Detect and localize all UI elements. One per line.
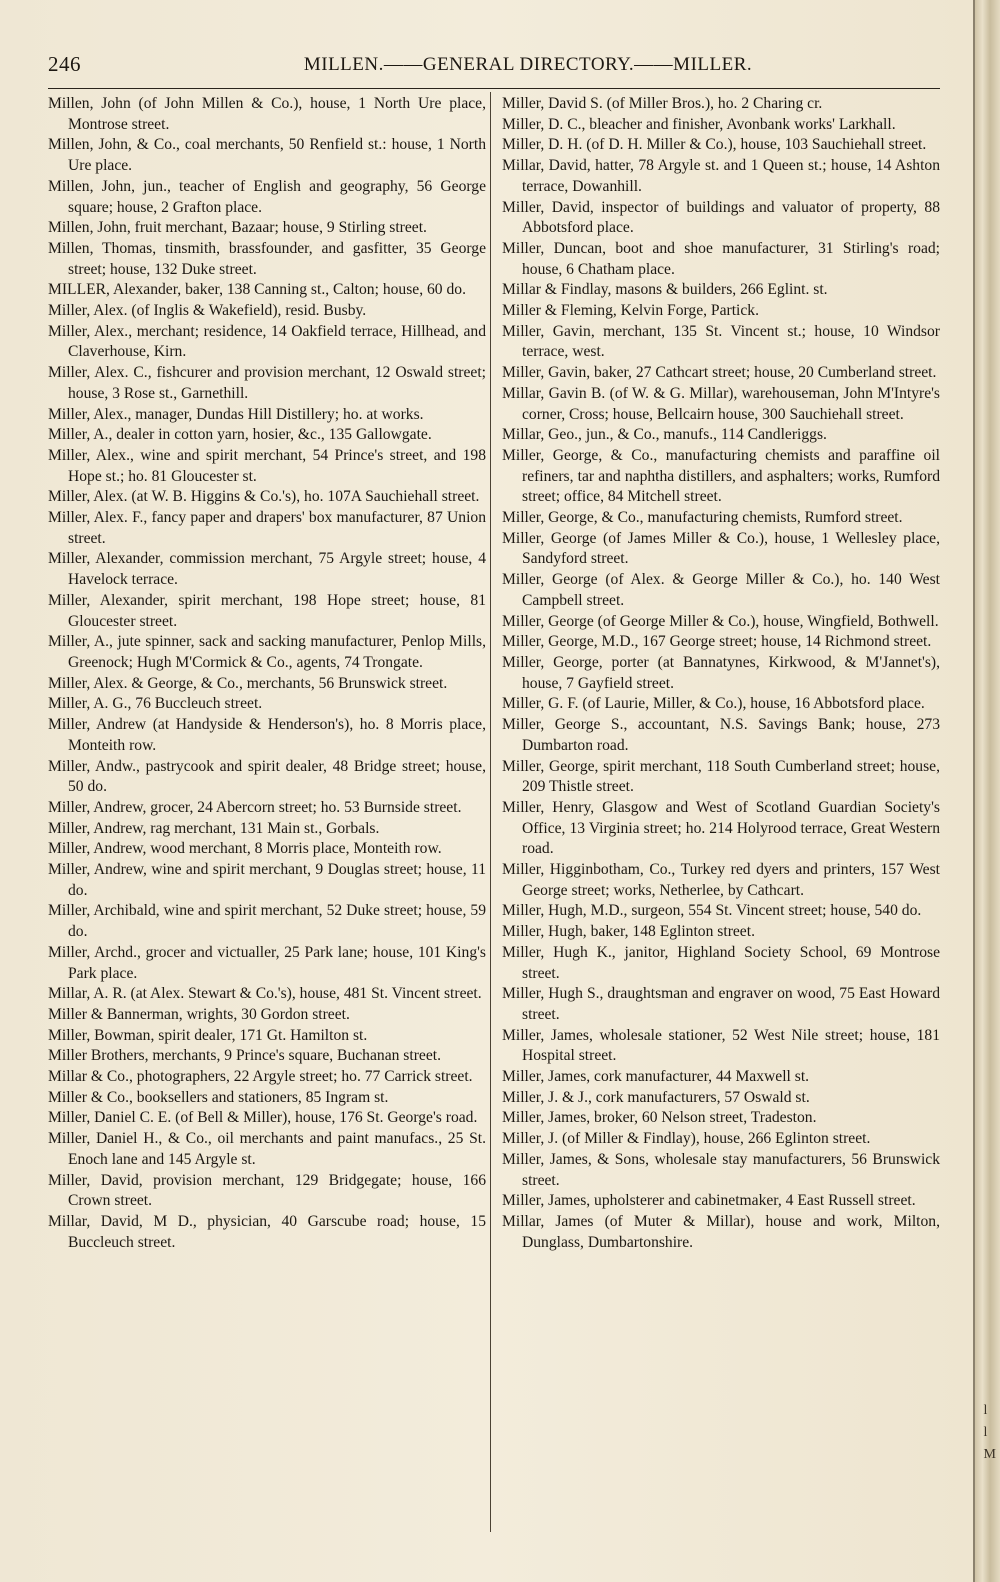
- edge-char: M: [983, 1447, 996, 1462]
- directory-entry: Miller, Alex. (at W. B. Higgins & Co.'s), ho. 107A Sauchiehall street.: [48, 488, 480, 506]
- directory-entry: Millen, John, & Co., coal merchants, 50 Renfield st.: house, 1 North Ure place.: [48, 136, 486, 175]
- directory-entry: Millen, John, fruit merchant, Bazaar; house, 9 Stirling street.: [48, 219, 427, 237]
- directory-entry: Miller, Henry, Glasgow and West of Scotland Guardian Society's Office, 13 Virginia street; ho. 214 Holyrood terrace, Great Western road.: [502, 798, 940, 858]
- directory-entry: Miller, Andw., pastrycook and spirit dealer, 48 Bridge street; house, 50 do.: [48, 757, 486, 796]
- directory-entry: Millar, David, M D., physician, 40 Garscube road; house, 15 Buccleuch street.: [48, 1212, 486, 1251]
- directory-entry: Miller, George, M.D., 167 George street; house, 14 Richmond street.: [502, 633, 932, 651]
- directory-entry: Miller, Duncan, boot and shoe manufacturer, 31 Stirling's road; house, 6 Chatham place.: [502, 239, 940, 278]
- column-divider: [490, 92, 491, 1532]
- directory-entry: Miller, George, & Co., manufacturing chemists, Rumford street.: [502, 509, 903, 527]
- directory-entry: Miller, George, & Co., manufacturing chemists and paraffine oil refiners, tar and naphtha distillers, and asphalters; works, Rumford street; office, 84 Mitchell street.: [502, 446, 940, 506]
- directory-entry: Millar & Findlay, masons & builders, 266 Eglint. st.: [502, 281, 828, 299]
- edge-char: l: [983, 1425, 988, 1440]
- directory-entry: Miller, David, provision merchant, 129 Bridgegate; house, 166 Crown street.: [48, 1171, 486, 1210]
- directory-entry: Miller, Alexander, spirit merchant, 198 Hope street; house, 81 Gloucester street.: [48, 591, 486, 630]
- directory-entry: Miller, A. G., 76 Buccleuch street.: [48, 695, 263, 713]
- directory-entry: Miller, Alex. (of Inglis & Wakefield), resid. Busby.: [48, 302, 367, 320]
- directory-entry: Millar, Gavin B. (of W. & G. Millar), warehouseman, John M'Intyre's corner, Cross; house, Bellcairn house, 300 Sauchiehall street.: [502, 384, 940, 423]
- directory-entry: Miller, Andrew, wine and spirit merchant, 9 Douglas street; house, 11 do.: [48, 861, 486, 899]
- directory-entry: Miller, Alex. C., fishcurer and provision merchant, 12 Oswald street; house, 3 Rose st., Garnethill.: [48, 364, 486, 402]
- directory-entry: Miller, James, broker, 60 Nelson street, Tradeston.: [502, 1109, 817, 1127]
- directory-entry: Miller, James, upholsterer and cabinetmaker, 4 East Russell street.: [502, 1192, 916, 1210]
- directory-entry: Miller, Alex., wine and spirit merchant, 54 Prince's street, and 198 Hope st.; ho. 81 Gloucester st.: [48, 446, 486, 485]
- directory-entry: Miller, Alex. F., fancy paper and drapers' box manufacturer, 87 Union street.: [48, 509, 486, 547]
- directory-entry: Miller, James, wholesale stationer, 52 West Nile street; house, 181 Hospital street.: [502, 1026, 940, 1065]
- running-head: MILLEN.——GENERAL DIRECTORY.——MILLER.: [303, 54, 753, 75]
- edge-char: l: [983, 1403, 988, 1418]
- right-column: [502, 94, 940, 1253]
- directory-entry: Miller, George (of Alex. & George Miller & Co.), ho. 140 West Campbell street.: [502, 571, 940, 609]
- directory-entry: Miller, Alex., merchant; residence, 14 Oakfield terrace, Hillhead, and Claverhouse, Kirn.: [48, 322, 486, 361]
- page-header: [48, 52, 938, 78]
- directory-entry: Miller, George S., accountant, N.S. Savings Bank; house, 273 Dumbarton road.: [502, 716, 940, 754]
- edge-text: [984, 1400, 996, 1466]
- directory-entry: Miller, George, spirit merchant, 118 South Cumberland street; house, 209 Thistle street.: [502, 757, 940, 796]
- directory-entry: Miller, Hugh S., draughtsman and engraver on wood, 75 East Howard street.: [502, 985, 940, 1023]
- directory-entry: Miller, Andrew, rag merchant, 131 Main st., Gorbals.: [48, 819, 380, 837]
- directory-entry: Millen, Thomas, tinsmith, brassfounder, and gasfitter, 35 George street; house, 132 Duke street.: [48, 239, 486, 278]
- directory-entry: Millen, John (of John Millen & Co.), house, 1 North Ure place, Montrose street.: [48, 95, 486, 133]
- directory-entry: Miller, David, inspector of buildings and valuator of property, 88 Abbotsford place.: [502, 198, 940, 237]
- header-rule: [48, 88, 940, 89]
- directory-entry: Miller, Gavin, baker, 27 Cathcart street; house, 20 Cumberland street.: [502, 364, 937, 382]
- directory-entry: Miller, D. H. (of D. H. Miller & Co.), house, 103 Sauchiehall street.: [502, 136, 927, 154]
- directory-entry: Miller, Andrew (at Handyside & Henderson's), ho. 8 Morris place, Monteith row.: [48, 716, 486, 754]
- directory-entry: Miller, George (of George Miller & Co.), house, Wingfield, Bothwell.: [502, 612, 939, 630]
- directory-entry: Miller, J. & J., cork manufacturers, 57 Oswald st.: [502, 1088, 810, 1106]
- directory-entry: Miller & Co., booksellers and stationers, 85 Ingram st.: [48, 1088, 389, 1106]
- directory-entry: Miller, Archibald, wine and spirit merchant, 52 Duke street; house, 59 do.: [48, 902, 486, 941]
- directory-entry: Miller, Andrew, wood merchant, 8 Morris place, Monteith row.: [48, 840, 442, 858]
- directory-entry: Miller & Bannerman, wrights, 30 Gordon street.: [48, 1005, 350, 1023]
- directory-entry: Miller, David S. (of Miller Bros.), ho. 2 Charing cr.: [502, 95, 823, 112]
- left-column: [48, 94, 486, 1253]
- directory-entry: MILLER, Alexander, baker, 138 Canning st., Calton; house, 60 do.: [48, 281, 466, 299]
- directory-entry: Miller, Archd., grocer and victualler, 25 Park lane; house, 101 King's Park place.: [48, 943, 486, 982]
- directory-entry: Millar & Co., photographers, 22 Argyle street; ho. 77 Carrick street.: [48, 1068, 473, 1086]
- directory-entry: Miller, Daniel H., & Co., oil merchants and paint manufacs., 25 St. Enoch lane and 145 Argyle st.: [48, 1130, 486, 1168]
- directory-entry: Miller, Higginbotham, Co., Turkey red dyers and printers, 157 West George street; works, Netherlee, by Cathcart.: [502, 861, 940, 899]
- directory-entry: Miller Brothers, merchants, 9 Prince's square, Buchanan street.: [48, 1047, 441, 1065]
- directory-entry: Miller, Daniel C. E. (of Bell & Miller), house, 176 St. George's road.: [48, 1109, 478, 1127]
- directory-entry: Miller, Gavin, merchant, 135 St. Vincent st.; house, 10 Windsor terrace, west.: [502, 322, 940, 361]
- directory-entry: Millen, John, jun., teacher of English and geography, 56 George square; house, 2 Grafton place.: [48, 177, 486, 216]
- page-number: 246: [48, 52, 81, 76]
- directory-entry: Miller, Hugh, baker, 148 Eglinton street.: [502, 923, 755, 941]
- directory-entry: Miller, Andrew, grocer, 24 Abercorn street; ho. 53 Burnside street.: [48, 798, 462, 816]
- directory-entry: Miller, D. C., bleacher and finisher, Avonbank works' Larkhall.: [502, 115, 896, 133]
- directory-entry: Miller & Fleming, Kelvin Forge, Partick.: [502, 302, 759, 320]
- directory-entry: Millar, A. R. (at Alex. Stewart & Co.'s), house, 481 St. Vincent street.: [48, 985, 482, 1003]
- directory-entry: Miller, Hugh K., janitor, Highland Society School, 69 Montrose street.: [502, 943, 940, 982]
- directory-entry: Miller, James, cork manufacturer, 44 Maxwell st.: [502, 1068, 810, 1086]
- directory-entry: Millar, David, hatter, 78 Argyle st. and 1 Queen st.; house, 14 Ashton terrace, Dowanhill.: [502, 157, 940, 195]
- directory-entry: Millar, Geo., jun., & Co., manufs., 114 Candleriggs.: [502, 426, 827, 444]
- directory-entry: Miller, A., dealer in cotton yarn, hosier, &c., 135 Gallowgate.: [48, 426, 432, 444]
- facing-page-edge: [973, 0, 1000, 1582]
- directory-entry: Miller, A., jute spinner, sack and sacking manufacturer, Penlop Mills, Greenock; Hugh M'Cormick & Co., agents, 74 Trongate.: [48, 633, 486, 671]
- directory-entry: Miller, Alex., manager, Dundas Hill Distillery; ho. at works.: [48, 405, 424, 423]
- directory-entry: Miller, J. (of Miller & Findlay), house, 266 Eglinton street.: [502, 1130, 871, 1148]
- directory-entry: Miller, James, & Sons, wholesale stay manufacturers, 56 Brunswick street.: [502, 1150, 940, 1189]
- directory-entry: Miller, George, porter (at Bannatynes, Kirkwood, & M'Jannet's), house, 7 Gayfield street.: [502, 653, 940, 692]
- directory-entry: Miller, Bowman, spirit dealer, 171 Gt. Hamilton st.: [48, 1026, 368, 1044]
- directory-entry: Miller, George (of James Miller & Co.), house, 1 Wellesley place, Sandyford street.: [502, 529, 940, 568]
- directory-entry: Miller, Hugh, M.D., surgeon, 554 St. Vincent street; house, 540 do.: [502, 902, 922, 920]
- directory-entry: Miller, G. F. (of Laurie, Miller, & Co.), house, 16 Abbotsford place.: [502, 695, 925, 713]
- directory-entry: Miller, Alex. & George, & Co., merchants, 56 Brunswick street.: [48, 674, 448, 692]
- directory-entry: Miller, Alexander, commission merchant, 75 Argyle street; house, 4 Havelock terrace.: [48, 550, 486, 589]
- directory-entry: Millar, James (of Muter & Millar), house and work, Milton, Dunglass, Dumbartonshire.: [502, 1212, 940, 1251]
